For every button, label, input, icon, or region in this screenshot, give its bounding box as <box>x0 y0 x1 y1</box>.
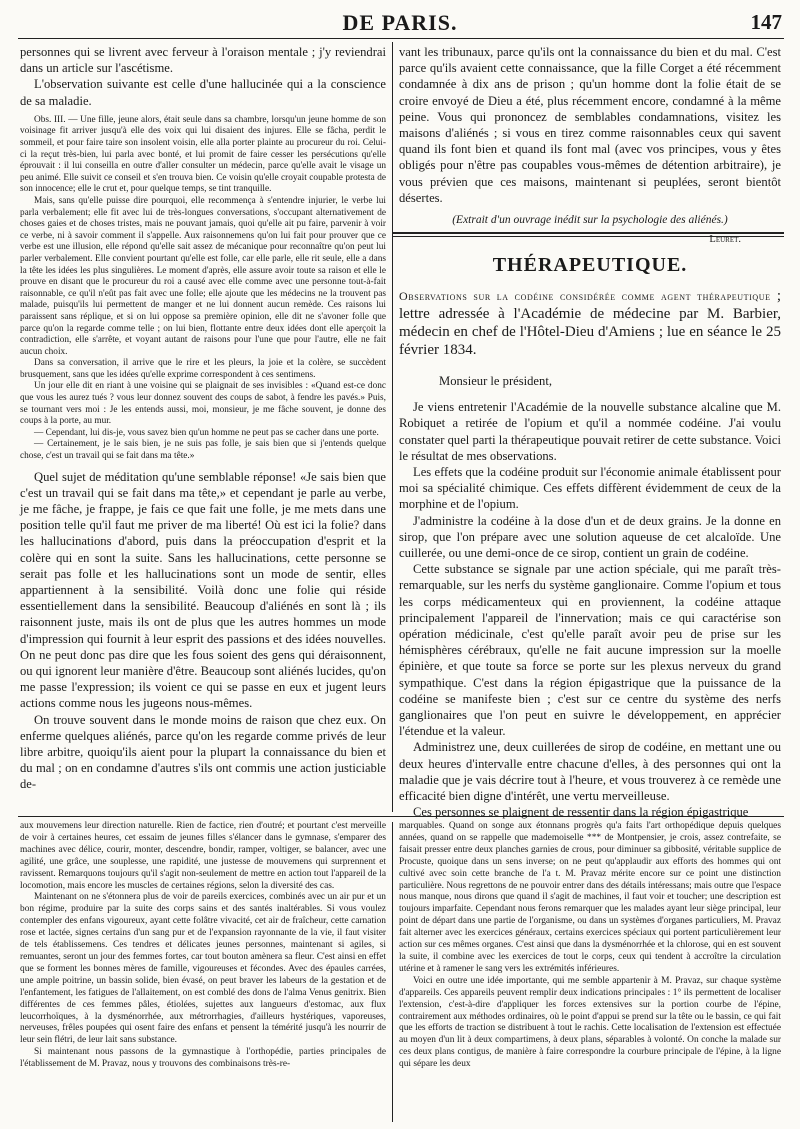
observation-paragraph: Obs. III. — Une fille, jeune alors, était seule dans sa chambre, lorsqu'un jeune homme de son voisinage fit arriver jusqu'à elle des voix qui lui disaient des injures. Elle se fâcha, perdit le sommeil, et pour faire taire son insolent voisin, elle alla porter plainte au procureur du roi. Celui-ci la reçut très-bien, lui parla avec bonté, et lui promit de faire cesser les persécutions qu'elle éprouvait : il lui conseilla en outre d'aller consulter un médecin, parce qu'elle avait le visage un peu animé. Elle suivit ce conseil et s'en trouva bien. Ce voisin qu'elle croyait coupable protesta de son innocence; elle le crut et, pour quelque temps, se tint tranquille. <box>20 114 386 195</box>
paragraph: vant les tribunaux, parce qu'ils ont la connaissance du bien et du mal. C'est parce qu'ils avaient cette connaissance, que la fille Corget a été récemment condamnée à dix ans de prison ; qu'un homme dont la folie était de se croire envoyé de Dieu a été, plus récemment encore, condamné à la même peine. Vous qui prononcez de semblables condamnations, visitez les maisons d'aliénés ; si vous en tirez comme raisonnables ceux qui savent quand ils font bien et quand ils font mal (avec vos principes, vous y êtes obligés pour n'être pas coupables vous-mêmes de détention arbitraire), je vous prévien que ces maisons, maintenant si peuplées, seront bientôt désertes. <box>399 45 781 205</box>
author-signature: Leuret. <box>709 234 741 246</box>
feuilleton-divider <box>392 822 393 1122</box>
page-title: DE PARIS. <box>342 10 458 35</box>
observation-paragraph: Mais, sans qu'elle puisse dire pourquoi, elle recommença à s'entendre injurier, le verbe lui parla verbalement; elle fit avec lui de très-longues conversations, s'occupant alternativement de choses gaies et de choses tristes, mais ne pouvant jamais, quoi qu'elle ait pu faire, parvenir à voir ce verbe, ni à savoir comment il s'appelle. Aux raisonnemens qu'on lui fait pour prouver que ce verbe est une illusion, elle répond qu'elle sait assez de mécanique pour reconnaître qu'on peut lui parler verbalement. Elle convient pourtant qu'elle est folle, car elle parle, elle rit seule, elle a dans la tête les idées les plus singulières. Le moment d'après, elle assure avoir toute sa raison et elle le prouve en disant que le procureur du roi a causé avec elle comme avec une personne tout-à-fait raisonnable, ce qu'il n'eût pas fait avec une folle; elle ajoute que les médecins ne la trouvent pas malade, puisqu'ils lui permettent de manger et ne lui donnent aucun remède. Ces raisons lui paraissent sans réplique, et si on lui oppose sa première opinion, elle dit ne s'avoner folle que parce qu'on la regarde comme telle ; on lui bien, flottante entre deux idées dont elle aperçoit la contradiction, elle s'arrête, et voyant autant de raisons pour l'une que pour l'autre, elle ne fait aucun choix. <box>20 195 386 357</box>
feuilleton-paragraph: aux mouvemens leur direction naturelle. Rien de factice, rien d'outré; et pourtant c'est merveille de voir à certaines heures, cet essaim de jeunes filles s'élancer dans le gymnase, s'emparer des machines avec délice, courir, monter, descendre, bondir, ramper, voltiger, se balancer, avec une agilité, une grâce, une souplesse, une rapidité, une justesse de mouvemens qui surprennent et ravissent. Remarquons toujours qu'il s'agit non-seulement de mettre en action tout l'appareil de la locomotion, mais encore les muscles de certaines régions, selon la diversité des cas. <box>20 821 386 891</box>
paragraph: Quel sujet de méditation qu'une semblable réponse! «Je sais bien que c'est un travail qui se fait dans ma tête,» et cependant je parle au verbe, je me fâche, je frappe, je fais ce que fait une folle, je me mets dans une position telle qu'il faut me priver de ma liberté! Où est ici la folie? dans les hallucinations d'abord, puis dans la préoccupation d'esprit et la colère qui en sont la suite. Sans les hallucinations, cette personne se serait pas folle et les hallucinations sont un mode de sentir, elles appartiennent à la sensibilité. Voilà donc une folie qui réside essentiellement dans la sensibilité. Beaucoup d'aliénés en sont là ; ils raisonnent juste, mais ils ont de plus que les autres hommes un mode d'impression qui fournit à leur esprit des passions et des idées nouvelles. On ne peut donc pas dire que les fous soient des gens qui déraisonnent, ou qui ignorent leur manière d'être. Beaucoup sont aliénés lucides, qu'on me passe l'expression; ils voient ce qui se passe en eux et jugent leurs actions comme nous les jugeons nous-mêmes. <box>20 469 386 711</box>
feuilleton-paragraph: Maintenant on ne s'étonnera plus de voir de pareils exercices, combinés avec un air pur et un bon régime, produire par la suite des corps sains et des santés inaltérables. Si vous voulez contempler des enfans vigoureux, ayant cette folâtre vivacité, cet air de fraîcheur, cette carnation rose et lactée, signes certains d'un sang pur et de l'expansion rayonnante de la vie, il faut visiter de tels établissemens. Ces tendres et délicates jeunes personnes, maintenant si agiles, si remuantes, seront un jour des femmes fortes, car tout bouton amènera sa fleur. C'est ainsi en effet que se forment les bonnes mères de famille, vigoureuses et fécondes. Avec des épaules carrées, une ample poitrine, un bassin solide, bien évasé, on peut braver les labeurs de la gestation et de l'enfantement, les fatigues de l'allaitement, on est comblé des dons de l'alma Venus genitrix. Bien différentes de ces femmes pâles, étiolées, sujettes aux langueurs d'estomac, aux flux leucorrhoïques, à la dysménorrhée, aux métrorrhagies, d'ailleurs hystériques, vaporeuses, nerveuses, frêles poupées qui osent faire des enfans et pensent la témérité jusqu'à les nourrir de leur sein flétri, de leur lait sans substance. <box>20 892 386 1046</box>
paragraph: Administrez une, deux cuillerées de sirop de codéine, en mettant une ou deux heures d'intervalle entre chacune d'elles, à des personnes qui ont la maladie que je vais décrire tout à l'heure, et vous trouverez à ce remède une efficacité bien digne d'intérêt, une vertu merveilleuse. <box>399 740 781 804</box>
feuilleton-left <box>20 821 386 1123</box>
paragraph: Cette substance se signale par une action spéciale, qui me paraît très-remarquable, sur les nerfs du système ganglionaire. Comme l'opium et tous les corps médicamenteux qui en proviennent, la codéine attaque principalement l'appareil de l'innervation; mais ce qui caractérise son opération médicinale, c'est qu'elle paraît avoir peu de prise sur les hémisphères cérébraux, qu'elle ne fait aucune impression sur la moelle épinière, et que toute sa force se porte sur les plexus nerveux du grand sympathique. C'est dans la région épigastrique que la puissance de la codéine se manifeste bien ; c'est sur ce centre du système des nerfs ganglionaires que l'on peut en suivre le développement, en apprécier l'étendue et la valeur. <box>399 562 781 739</box>
paragraph: Je viens entretenir l'Académie de la nouvelle substance alcaline que M. Robiquet a retirée de l'opium et qu'il a nommée codéine. J'ai voulu constater quel parti la thérapeutique pouvait retirer de cette substance. Voici le résultat de mes observations. <box>399 400 781 463</box>
paragraph: personnes qui se livrent avec ferveur à l'oraison mentale ; j'y reviendrai dans un article sur l'ascétisme. <box>20 45 386 76</box>
paragraph: J'administre la codéine à la dose d'un et de deux grains. Je la donne en sirop, que l'on prépare avec une solution aqueuse de cet alcaloïde. Une cuillerée, ou une demi-once de ce sirop, contient un grain de codéine. <box>399 513 781 561</box>
paragraph: On trouve souvent dans le monde moins de raison que chez eux. On enferme quelques aliénés, parce qu'on les regarde comme privés de leur libre arbitre, quoiqu'ils aient pour la plupart la connaissance du bien et du mal ; on en condamne d'autres s'ils ont commis une action justiciable de- <box>20 712 386 792</box>
feuilleton-paragraph: Si maintenant nous passons de la gymnastique à l'orthopédie, parties principales de l'établissement de M. Pravaz, nous y trouvons des combinaisons très-re- <box>20 1047 386 1070</box>
feuilleton-right <box>399 821 781 1123</box>
observation-paragraph: — Certainement, je le sais bien, je ne suis pas folle, je sais bien que si j'entends quelque chose, c'est un travail qui se fait dans ma tête.» <box>20 439 386 462</box>
left-column <box>20 44 386 812</box>
source-note: (Extrait d'un ouvrage inédit sur la psychologie des aliénés.) <box>452 214 728 227</box>
page-number: 147 <box>750 10 782 34</box>
section-title: THÉRAPEUTIQUE. <box>492 254 688 276</box>
column-divider <box>392 42 393 812</box>
feuilleton-paragraph: marquables. Quand on songe aux étonnans progrès qu'a faits l'art orthopédique depuis quelques années, quand on se rappelle que mademoiselle *** de Montpensier, je crois, assez contrefaite, se faisait presser entre deux planches garnies de crous, pour diminuer sa gibbosité, véritable supplice de Procuste, quoique dans un sens inverse; on ne peut qu'applaudir aux efforts des hommes qui ont cultivé avec soin cette branche de l'a t. M. Pravaz mérite encore sur ce point une distinction particulière. Nous regrettons de ne pouvoir entrer dans des détails intéressans; mais outre que l'espace nous manque, nous dirons que quand il s'agit de machines, il faut voir et toucher; une description est toujours imparfaite. Cependant nous ferons remarquer que les malades ayant leur siège principal, leur point de départ dans une partie de l'organisme, ou dans un systèmes d'organes particuliers, M. Pravaz fait alterner avec les exercices généraux, certains exercices spéciaux qui portent particulièrement leur action sur ces mêmes organes. C'est ainsi que dans la dysménorrhée et la chlorose, qui en est souvent la suite, il combine avec les exercices de tout le corps, ceux qui tendent à accroître la circulation utérine et à ramener le sang vers les extrémités inférieures. <box>399 821 781 974</box>
right-column-top <box>399 44 781 246</box>
salutation: Monsieur le président, <box>439 374 552 388</box>
article-title-rest: ; lettre adressée à l'Académie de médecine par M. Barbier, médecin en chef de l'Hôtel-Dieu d'Amiens ; lue en séance le 25 février 1834. <box>399 288 781 358</box>
article-title-lead: Observations sur la codéine considérée comme agent thérapeutique <box>399 289 771 303</box>
therapeutique-section <box>399 240 781 820</box>
observation-paragraph: Dans sa conversation, il arrive que le rire et les pleurs, la joie et la colère, se succèdent brusquement, sans que les idées qu'elle exprime correspondent à ces sentimens. <box>20 358 386 380</box>
page-header <box>18 8 782 38</box>
observation-paragraph: — Cependant, lui dis-je, vous savez bien qu'un homme ne peut pas se cacher dans une porte. <box>34 427 379 438</box>
feuilleton-paragraph: Voici en outre une idée importante, qui me semble appartenir à M. Pravaz, sur chaque système d'appareils. Ces appareils peuvent remplir deux indications principales : 1° ils permettent de localiser l'extension, c'est-à-dire d'appliquer les forces extensives sur la portion courbe de l'épine, contrairement aux méthodes ordinaires, où le point d'appui se prend sur la tête ou le bassin, ce qui fait que les efforts de traction se distribuent à tout le rachis. Cette localisation de l'extension est effectuée au moyen d'un lit à deux compartimens, à deux plans, séparables à volonté. On conche la malade sur ces deux plans contigus, de manière à faire correspondre la courbure principale de l'épine, à la ligne qui sépare les deux <box>399 975 781 1070</box>
paragraph: L'observation suivante est celle d'une hallucinée qui a la conscience de sa maladie. <box>20 77 386 108</box>
header-rule <box>18 38 784 39</box>
paragraph: Ces personnes se plaignent de ressentir dans la région épigastrique <box>413 805 749 820</box>
paragraph: Les effets que la codéine produit sur l'économie animale établissent pour moi sa spécialité chimique. Ces effets diffèrent évidemment de ceux de la morphine et de l'opium. <box>399 465 781 512</box>
article-title <box>399 287 781 359</box>
observation-paragraph: Un jour elle dit en riant à une voisine qui se plaignait de ses invisibles : «Quand est-ce donc que vous les aurez tués ? vous leur donnez souvent des coups de sabot, à fendre les pavés.» Puis, se tournant vers moi : Je les entends aussi, moi, monsieur, je me fâche souvent, je donne des coups à la porte, au mur. <box>20 381 386 427</box>
